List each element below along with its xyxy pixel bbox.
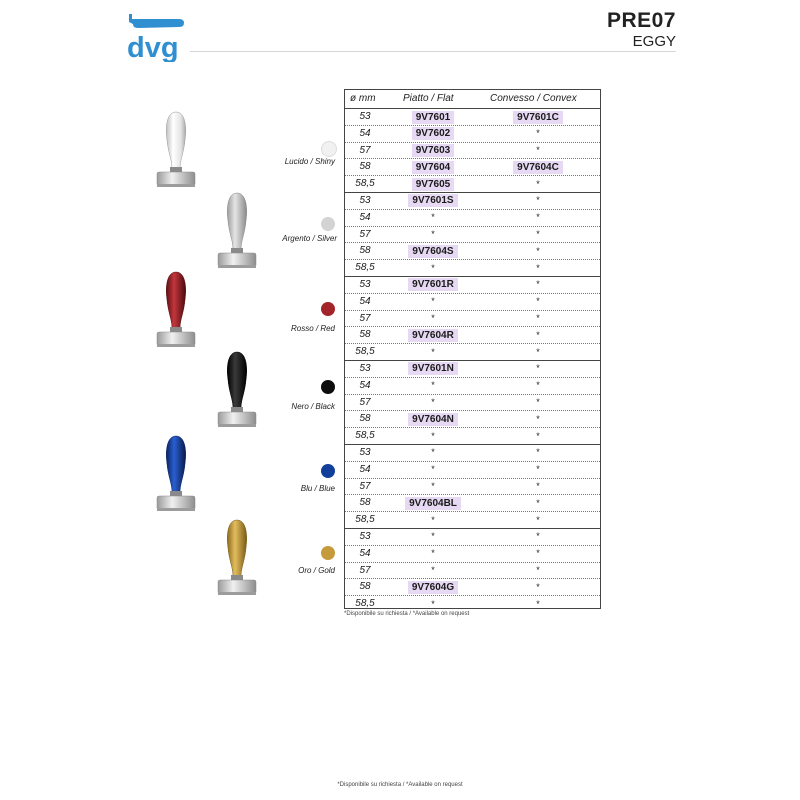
- size-cell: 54: [359, 211, 371, 223]
- table-row: [345, 529, 600, 546]
- on-request-mark: *: [536, 262, 540, 273]
- on-request-mark: *: [536, 178, 540, 189]
- table-row: [345, 563, 600, 580]
- product-code-label: 9V7601R: [408, 278, 458, 291]
- on-request-mark: *: [431, 212, 435, 223]
- flat-code-cell: [393, 579, 473, 595]
- flat-code-cell: [393, 327, 473, 343]
- swatch-black: [321, 380, 335, 394]
- on-request-mark: *: [536, 397, 540, 408]
- table-row: [345, 294, 600, 311]
- on-request-mark: *: [431, 313, 435, 324]
- variant-label-blue: Blu / Blue: [300, 484, 335, 493]
- convex-code-cell: [495, 411, 581, 427]
- on-request-mark: *: [431, 531, 435, 542]
- on-request-mark: *: [431, 565, 435, 576]
- flat-code-cell: [393, 479, 473, 495]
- size-cell: 57: [359, 564, 371, 576]
- product-code-label: 9V7601C: [513, 111, 563, 124]
- on-request-mark: *: [536, 447, 540, 458]
- page-footnote: *Disponibile su richiesta / *Available on request: [337, 782, 463, 788]
- product-code-label: 9V7602: [412, 127, 454, 140]
- product-code-table: [344, 89, 601, 609]
- on-request-mark: *: [536, 245, 540, 256]
- flat-code-cell: [393, 344, 473, 360]
- size-cell: 57: [359, 144, 371, 156]
- convex-code-cell: [495, 294, 581, 310]
- table-row: [345, 462, 600, 479]
- table-row: [345, 193, 600, 210]
- convex-code-cell: [495, 210, 581, 226]
- flat-code-cell: [393, 411, 473, 427]
- convex-code-cell: [495, 495, 581, 511]
- convex-code-cell: [495, 462, 581, 478]
- table-row: [345, 109, 600, 126]
- swatch-shiny: [321, 141, 337, 157]
- flat-code-cell: [393, 445, 473, 461]
- convex-code-cell: [495, 344, 581, 360]
- table-row: [345, 512, 600, 529]
- on-request-mark: *: [536, 497, 540, 508]
- product-code-label: 9V7604R: [408, 329, 458, 342]
- convex-code-cell: [495, 546, 581, 562]
- size-cell: 57: [359, 312, 371, 324]
- table-row: [345, 428, 600, 445]
- convex-code-cell: [495, 445, 581, 461]
- table-row: [345, 311, 600, 328]
- on-request-mark: *: [536, 346, 540, 357]
- on-request-mark: *: [431, 548, 435, 559]
- on-request-mark: *: [536, 296, 540, 307]
- size-cell: 58,5: [355, 178, 375, 190]
- table-row: [345, 344, 600, 361]
- flat-code-cell: [393, 210, 473, 226]
- on-request-mark: *: [536, 430, 540, 441]
- header-divider: [190, 51, 676, 52]
- table-row: [345, 411, 600, 428]
- variant-label-shiny: Lucido / Shiny: [284, 157, 335, 166]
- on-request-mark: *: [431, 296, 435, 307]
- size-cell: 58: [359, 581, 371, 593]
- product-code-label: 9V7601N: [408, 362, 458, 375]
- size-cell: 58: [359, 497, 371, 509]
- swatch-gold: [321, 546, 335, 560]
- size-cell: 58: [359, 161, 371, 173]
- table-row: [345, 579, 600, 596]
- table-row: [345, 546, 600, 563]
- convex-code-cell: [495, 596, 581, 612]
- convex-code-cell: [495, 378, 581, 394]
- header-size: ø mm: [350, 93, 376, 104]
- convex-code-cell: [495, 126, 581, 142]
- size-cell: 53: [359, 530, 371, 542]
- on-request-mark: *: [536, 329, 540, 340]
- table-body: [345, 109, 600, 613]
- variant-label-black: Nero / Black: [291, 402, 335, 411]
- size-cell: 53: [359, 278, 371, 290]
- convex-code-cell: [495, 277, 581, 293]
- on-request-mark: *: [536, 413, 540, 424]
- product-code-label: 9V7605: [412, 178, 454, 191]
- size-cell: 58: [359, 245, 371, 257]
- on-request-mark: *: [431, 481, 435, 492]
- on-request-mark: *: [536, 380, 540, 391]
- flat-code-cell: [393, 563, 473, 579]
- flat-code-cell: [393, 311, 473, 327]
- size-cell: 54: [359, 379, 371, 391]
- size-cell: 57: [359, 228, 371, 240]
- on-request-mark: *: [536, 145, 540, 156]
- convex-code-cell: [495, 327, 581, 343]
- table-row: [345, 260, 600, 277]
- header-convex: Convesso / Convex: [490, 93, 577, 104]
- size-cell: 57: [359, 396, 371, 408]
- on-request-mark: *: [536, 464, 540, 475]
- convex-code-cell: [495, 529, 581, 545]
- convex-code-cell: [495, 143, 581, 159]
- table-row: [345, 159, 600, 176]
- flat-code-cell: [393, 428, 473, 444]
- swatch-silver: [321, 217, 335, 231]
- convex-code-cell: [495, 260, 581, 276]
- on-request-mark: *: [536, 279, 540, 290]
- convex-code-cell: [495, 227, 581, 243]
- flat-code-cell: [393, 159, 473, 175]
- flat-code-cell: [393, 361, 473, 377]
- size-cell: 53: [359, 446, 371, 458]
- on-request-mark: *: [431, 380, 435, 391]
- on-request-mark: *: [536, 565, 540, 576]
- size-cell: 58,5: [355, 262, 375, 274]
- flat-code-cell: [393, 227, 473, 243]
- on-request-mark: *: [431, 514, 435, 525]
- size-cell: 58: [359, 413, 371, 425]
- convex-code-cell: [495, 479, 581, 495]
- on-request-mark: *: [431, 262, 435, 273]
- convex-code-cell: [495, 176, 581, 192]
- variant-label-red: Rosso / Red: [290, 324, 335, 333]
- convex-code-cell: [495, 395, 581, 411]
- table-row: [345, 277, 600, 294]
- table-row: [345, 327, 600, 344]
- convex-code-cell: [495, 159, 581, 175]
- size-cell: 58: [359, 329, 371, 341]
- swatch-red: [321, 302, 335, 316]
- flat-code-cell: [393, 378, 473, 394]
- flat-code-cell: [393, 495, 473, 511]
- tamper-gold-image: [215, 516, 259, 600]
- flat-code-cell: [393, 176, 473, 192]
- flat-code-cell: [393, 294, 473, 310]
- on-request-mark: *: [431, 464, 435, 475]
- table-row: [345, 395, 600, 412]
- product-code-label: 9V7604S: [408, 245, 457, 258]
- on-request-mark: *: [536, 531, 540, 542]
- on-request-mark: *: [536, 363, 540, 374]
- table-header: [345, 90, 600, 109]
- convex-code-cell: [495, 311, 581, 327]
- size-cell: 53: [359, 194, 371, 206]
- convex-code-cell: [495, 428, 581, 444]
- flat-code-cell: [393, 193, 473, 209]
- table-row: [345, 176, 600, 193]
- size-cell: 58,5: [355, 346, 375, 358]
- flat-code-cell: [393, 462, 473, 478]
- swatch-blue: [321, 464, 335, 478]
- size-cell: 54: [359, 547, 371, 559]
- flat-code-cell: [393, 260, 473, 276]
- on-request-mark: *: [536, 128, 540, 139]
- table-row: [345, 126, 600, 143]
- flat-code-cell: [393, 109, 473, 125]
- flat-code-cell: [393, 277, 473, 293]
- convex-code-cell: [495, 579, 581, 595]
- variant-label-silver: Argento / Silver: [282, 234, 337, 243]
- flat-code-cell: [393, 126, 473, 142]
- table-row: [345, 378, 600, 395]
- flat-code-cell: [393, 143, 473, 159]
- product-code: PRE07: [606, 9, 676, 32]
- convex-code-cell: [495, 193, 581, 209]
- size-cell: 58,5: [355, 430, 375, 442]
- product-code-label: 9V7604N: [408, 413, 458, 426]
- table-row: [345, 143, 600, 160]
- on-request-mark: *: [536, 195, 540, 206]
- flat-code-cell: [393, 243, 473, 259]
- on-request-mark: *: [431, 346, 435, 357]
- table-row: [345, 445, 600, 462]
- size-cell: 58,5: [355, 598, 375, 610]
- size-cell: 58,5: [355, 514, 375, 526]
- on-request-mark: *: [536, 548, 540, 559]
- table-row: [345, 243, 600, 260]
- on-request-mark: *: [431, 598, 435, 609]
- dvg-logo: [126, 12, 186, 62]
- product-code-label: 9V7601: [412, 111, 454, 124]
- on-request-mark: *: [431, 397, 435, 408]
- variant-label-gold: Oro / Gold: [298, 566, 335, 575]
- convex-code-cell: [495, 243, 581, 259]
- tamper-black-image: [215, 348, 259, 432]
- tamper-red-image: [154, 268, 198, 352]
- on-request-mark: *: [536, 514, 540, 525]
- on-request-mark: *: [431, 229, 435, 240]
- flat-code-cell: [393, 596, 473, 612]
- on-request-mark: *: [536, 598, 540, 609]
- convex-code-cell: [495, 512, 581, 528]
- table-row: [345, 495, 600, 512]
- flat-code-cell: [393, 395, 473, 411]
- convex-code-cell: [495, 563, 581, 579]
- product-code-label: 9V7604C: [513, 161, 563, 174]
- header-flat: Piatto / Flat: [403, 93, 454, 104]
- size-cell: 54: [359, 463, 371, 475]
- table-row: [345, 227, 600, 244]
- product-code-label: 9V7601S: [408, 194, 457, 207]
- on-request-mark: *: [536, 229, 540, 240]
- on-request-mark: *: [431, 447, 435, 458]
- product-code-label: 9V7604: [412, 161, 454, 174]
- size-cell: 54: [359, 295, 371, 307]
- size-cell: 53: [359, 362, 371, 374]
- on-request-mark: *: [536, 481, 540, 492]
- on-request-mark: *: [536, 212, 540, 223]
- tamper-blue-image: [154, 432, 198, 516]
- product-name: EGGY: [632, 33, 676, 50]
- size-cell: 54: [359, 127, 371, 139]
- convex-code-cell: [495, 361, 581, 377]
- product-code-label: 9V7604BL: [405, 497, 461, 510]
- tamper-silver-image: [215, 189, 259, 273]
- flat-code-cell: [393, 512, 473, 528]
- table-row: [345, 479, 600, 496]
- tamper-shiny-image: [154, 108, 198, 192]
- flat-code-cell: [393, 546, 473, 562]
- product-code-label: 9V7603: [412, 144, 454, 157]
- table-footnote: *Disponibile su richiesta / *Available on request: [344, 611, 470, 617]
- on-request-mark: *: [536, 581, 540, 592]
- flat-code-cell: [393, 529, 473, 545]
- on-request-mark: *: [536, 313, 540, 324]
- size-cell: 57: [359, 480, 371, 492]
- product-code-label: 9V7604G: [408, 581, 458, 594]
- convex-code-cell: [495, 109, 581, 125]
- svg-text:dvg: dvg: [127, 32, 179, 62]
- table-row: [345, 361, 600, 378]
- table-row: [345, 210, 600, 227]
- on-request-mark: *: [431, 430, 435, 441]
- size-cell: 53: [359, 111, 371, 122]
